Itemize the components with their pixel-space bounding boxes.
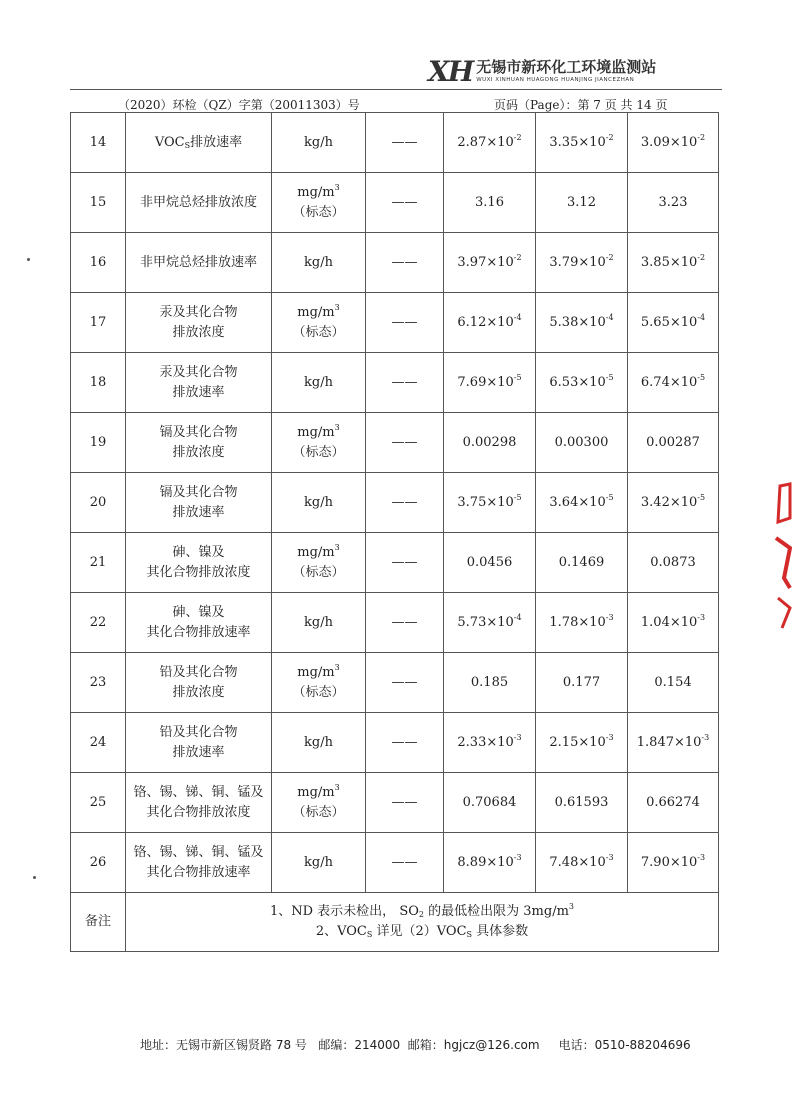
- remark-line-2: 2、$VOC_S$ 详见$(2)VOC_S$ 具体参数: [315, 924, 529, 939]
- value-2: 0.00300: [536, 413, 628, 473]
- value-3: $1.04\times 10^{-3}$: [628, 593, 719, 653]
- unit: kg/h: [272, 593, 366, 653]
- item-name-line: 镉及其化合物: [159, 484, 238, 500]
- value-1: $2.33\times 10^{-3}$: [444, 713, 536, 773]
- item-name: [126, 173, 272, 233]
- value-1: $2.87\times 10^{-2}$: [444, 113, 536, 173]
- value-1: $6.12\times 10^{-4}$: [444, 293, 536, 353]
- standard-limit: ——: [366, 773, 444, 833]
- item-name-line: 其化合物排放浓度: [146, 564, 251, 580]
- unit: kg/h: [272, 473, 366, 533]
- value-2: 0.61593: [536, 773, 628, 833]
- value-3: $1.847\times 10^{-3}$: [628, 713, 719, 773]
- table-row: [71, 773, 719, 833]
- item-name-line: 汞及其化合物: [159, 304, 238, 320]
- value-2: $3.35\times 10^{-2}$: [536, 113, 628, 173]
- table-row: [71, 653, 719, 713]
- value-1: $5.73\times 10^{-4}$: [444, 593, 536, 653]
- value-2: 0.1469: [536, 533, 628, 593]
- value-3: $6.74\times 10^{-5}$: [628, 353, 719, 413]
- item-name-line: 排放速率: [172, 504, 225, 520]
- value-2: $6.53\times 10^{-5}$: [536, 353, 628, 413]
- value-3: 0.66274: [628, 773, 719, 833]
- item-name-line: 排放浓度: [172, 324, 225, 340]
- results-table-body: [71, 113, 719, 893]
- standard-limit: ——: [366, 233, 444, 293]
- table-row: [71, 473, 719, 533]
- item-name-line: $VOC_S$排放速率: [154, 134, 243, 150]
- row-number: 26: [71, 833, 126, 893]
- unit: $mg/m^3$（标态）: [272, 173, 366, 233]
- value-1: 0.0456: [444, 533, 536, 593]
- item-name-line: 砷、镍及: [172, 544, 225, 560]
- item-name-line: 铅及其化合物: [159, 664, 238, 680]
- value-3: $7.90\times 10^{-3}$: [628, 833, 719, 893]
- standard-limit: ——: [366, 113, 444, 173]
- standard-limit: ——: [366, 173, 444, 233]
- table-row: [71, 233, 719, 293]
- remarks-row: [71, 893, 719, 952]
- item-name-line: 排放浓度: [172, 444, 225, 460]
- row-number: 21: [71, 533, 126, 593]
- value-3: $3.09\times 10^{-2}$: [628, 113, 719, 173]
- value-3: $3.85\times 10^{-2}$: [628, 233, 719, 293]
- item-name: [126, 473, 272, 533]
- item-name: [126, 773, 272, 833]
- table-row: [71, 413, 719, 473]
- table-row: [71, 833, 719, 893]
- row-number: 25: [71, 773, 126, 833]
- document-number: （2020）环检（QZ）字第（20011303）号: [118, 98, 360, 112]
- remark-line-1: 1、ND 表示未检出， $SO_2$ 的最低检出限为 $3mg/m^3$: [269, 902, 574, 919]
- unit: $mg/m^3$（标态）: [272, 773, 366, 833]
- item-name-line: 铬、锡、锑、铜、锰及: [133, 784, 264, 800]
- standard-limit: ——: [366, 833, 444, 893]
- row-number: 16: [71, 233, 126, 293]
- standard-limit: ——: [366, 413, 444, 473]
- table-row: [71, 593, 719, 653]
- table-row: [71, 353, 719, 413]
- value-1: $3.97\times 10^{-2}$: [444, 233, 536, 293]
- row-number: 18: [71, 353, 126, 413]
- page-indicator: 页码（Page）：第 7 页 共 14 页: [494, 98, 668, 112]
- table-row: [71, 113, 719, 173]
- value-1: 0.70684: [444, 773, 536, 833]
- value-2: $1.78\times 10^{-3}$: [536, 593, 628, 653]
- unit: kg/h: [272, 833, 366, 893]
- row-number: 19: [71, 413, 126, 473]
- item-name: [126, 113, 272, 173]
- org-name-cn: 无锡市新环化工环境监测站: [476, 58, 657, 76]
- item-name-line: 非甲烷总烃排放浓度: [139, 194, 257, 210]
- standard-limit: ——: [366, 473, 444, 533]
- unit: $mg/m^3$（标态）: [272, 653, 366, 713]
- table-row: [71, 293, 719, 353]
- value-3: $3.42\times 10^{-5}$: [628, 473, 719, 533]
- item-name-line: 其化合物排放速率: [146, 864, 251, 880]
- value-1: 0.185: [444, 653, 536, 713]
- item-name-line: 非甲烷总烃排放速率: [139, 254, 257, 270]
- item-name: [126, 713, 272, 773]
- row-number: 22: [71, 593, 126, 653]
- unit: kg/h: [272, 353, 366, 413]
- item-name: [126, 593, 272, 653]
- item-name-line: 排放速率: [172, 744, 225, 760]
- unit: kg/h: [272, 713, 366, 773]
- unit: kg/h: [272, 113, 366, 173]
- value-3: 0.154: [628, 653, 719, 713]
- value-2: $3.64\times 10^{-5}$: [536, 473, 628, 533]
- results-table: [70, 112, 719, 952]
- item-name: [126, 653, 272, 713]
- item-name: [126, 353, 272, 413]
- item-name: [126, 533, 272, 593]
- item-name-line: 铅及其化合物: [159, 724, 238, 740]
- value-2: $2.15\times 10^{-3}$: [536, 713, 628, 773]
- header-rule: [70, 89, 722, 90]
- item-name-line: 汞及其化合物: [159, 364, 238, 380]
- item-name-line: 铬、锡、锑、铜、锰及: [133, 844, 264, 860]
- unit: kg/h: [272, 233, 366, 293]
- item-name-line: 排放速率: [172, 384, 225, 400]
- standard-limit: ——: [366, 293, 444, 353]
- footer-contact: 地址：无锡市新区锡贤路 78 号 邮编：214000 邮箱：hgjcz@126.com 电话：0510-88204696: [140, 1038, 691, 1052]
- value-3: 0.0873: [628, 533, 719, 593]
- value-1: $7.69\times 10^{-5}$: [444, 353, 536, 413]
- value-2: $3.79\times 10^{-2}$: [536, 233, 628, 293]
- scan-dot: [27, 258, 30, 261]
- scan-dot: [33, 876, 36, 879]
- table-row: [71, 533, 719, 593]
- value-2: $5.38\times 10^{-4}$: [536, 293, 628, 353]
- value-3: 0.00287: [628, 413, 719, 473]
- org-name-en: WUXI XINHUAN HUAGONG HUANJING JIANCEZHAN: [476, 77, 635, 83]
- value-1: $3.75\times 10^{-5}$: [444, 473, 536, 533]
- row-number: 17: [71, 293, 126, 353]
- value-2: 0.177: [536, 653, 628, 713]
- red-stamp-fragment: [770, 478, 792, 638]
- org-logo: [428, 55, 657, 88]
- standard-limit: ——: [366, 353, 444, 413]
- standard-limit: ——: [366, 593, 444, 653]
- standard-limit: ——: [366, 653, 444, 713]
- item-name-line: 排放浓度: [172, 684, 225, 700]
- unit: $mg/m^3$（标态）: [272, 413, 366, 473]
- table-row: [71, 713, 719, 773]
- value-1: 3.16: [444, 173, 536, 233]
- item-name-line: 镉及其化合物: [159, 424, 238, 440]
- item-name: [126, 833, 272, 893]
- row-number: 14: [71, 113, 126, 173]
- value-1: 0.00298: [444, 413, 536, 473]
- table-row: [71, 173, 719, 233]
- value-2: $7.48\times 10^{-3}$: [536, 833, 628, 893]
- value-2: 3.12: [536, 173, 628, 233]
- standard-limit: ——: [366, 533, 444, 593]
- item-name-line: 其化合物排放速率: [146, 624, 251, 640]
- remarks-content: [126, 893, 719, 952]
- item-name-line: 其化合物排放浓度: [146, 804, 251, 820]
- unit: $mg/m^3$（标态）: [272, 293, 366, 353]
- value-1: $8.89\times 10^{-3}$: [444, 833, 536, 893]
- item-name: [126, 233, 272, 293]
- standard-limit: ——: [366, 713, 444, 773]
- row-number: 23: [71, 653, 126, 713]
- item-name: [126, 293, 272, 353]
- value-3: $5.65\times 10^{-4}$: [628, 293, 719, 353]
- value-3: 3.23: [628, 173, 719, 233]
- logo-mark: XH: [428, 55, 473, 88]
- row-number: 20: [71, 473, 126, 533]
- row-number: 24: [71, 713, 126, 773]
- remarks-label: 备注: [71, 893, 126, 952]
- unit: $mg/m^3$（标态）: [272, 533, 366, 593]
- item-name-line: 砷、镍及: [172, 604, 225, 620]
- row-number: 15: [71, 173, 126, 233]
- item-name: [126, 413, 272, 473]
